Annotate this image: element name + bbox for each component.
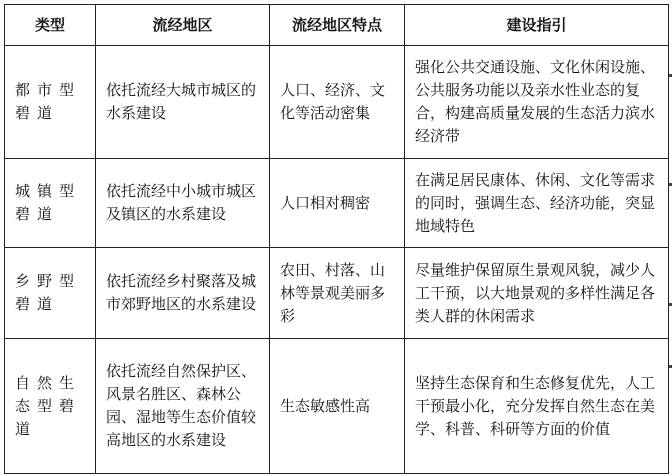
guidance-cell: 坚持生态保育和生态修复优先，人工干预最小化，充分发挥自然生态在美学、科普、科研等方面的价值 (405, 339, 669, 474)
region-cell: 依托流经中小城市城区及镇区的水系建设 (96, 159, 270, 248)
header-type: 类型 (5, 5, 96, 46)
greenway-types-table (4, 4, 669, 474)
header-features: 流经地区特点 (270, 5, 405, 46)
features-cell: 农田、村落、山林等景观美丽多彩 (270, 248, 405, 339)
table-header (5, 5, 669, 46)
table-row (5, 46, 669, 159)
type-cell: 城镇型碧道 (5, 159, 96, 248)
region-cell: 依托流经大城市城区的水系建设 (96, 46, 270, 159)
table-row (5, 159, 669, 248)
type-cell: 都市型碧道 (5, 46, 96, 159)
features-cell: 生态敏感性高 (270, 339, 405, 474)
header-region: 流经地区 (96, 5, 270, 46)
guidance-cell: 强化公共交通设施、文化休闲设施、公共服务功能以及亲水性业态的复合，构建高质量发展的生态活力滨水经济带 (405, 46, 669, 159)
type-cell: 乡野型碧道 (5, 248, 96, 339)
header-row (5, 5, 669, 46)
header-guidance: 建设指引 (405, 5, 669, 46)
table-body (5, 46, 669, 474)
region-cell: 依托流经乡村聚落及城市郊野地区的水系建设 (96, 248, 270, 339)
features-cell: 人口、经济、文化等活动密集 (270, 46, 405, 159)
table-row (5, 248, 669, 339)
type-cell: 自然生态型碧道 (5, 339, 96, 474)
table-row (5, 339, 669, 474)
region-cell: 依托流经自然保护区、风景名胜区、森林公园、湿地等生态价值较高地区的水系建设 (96, 339, 270, 474)
guidance-cell: 在满足居民康体、休闲、文化等需求的同时，强调生态、经济功能，突显地域特色 (405, 159, 669, 248)
features-cell: 人口相对稠密 (270, 159, 405, 248)
guidance-cell: 尽量维护保留原生景观风貌，减少人工干预，以大地景观的多样性满足各类人群的休闲需求 (405, 248, 669, 339)
